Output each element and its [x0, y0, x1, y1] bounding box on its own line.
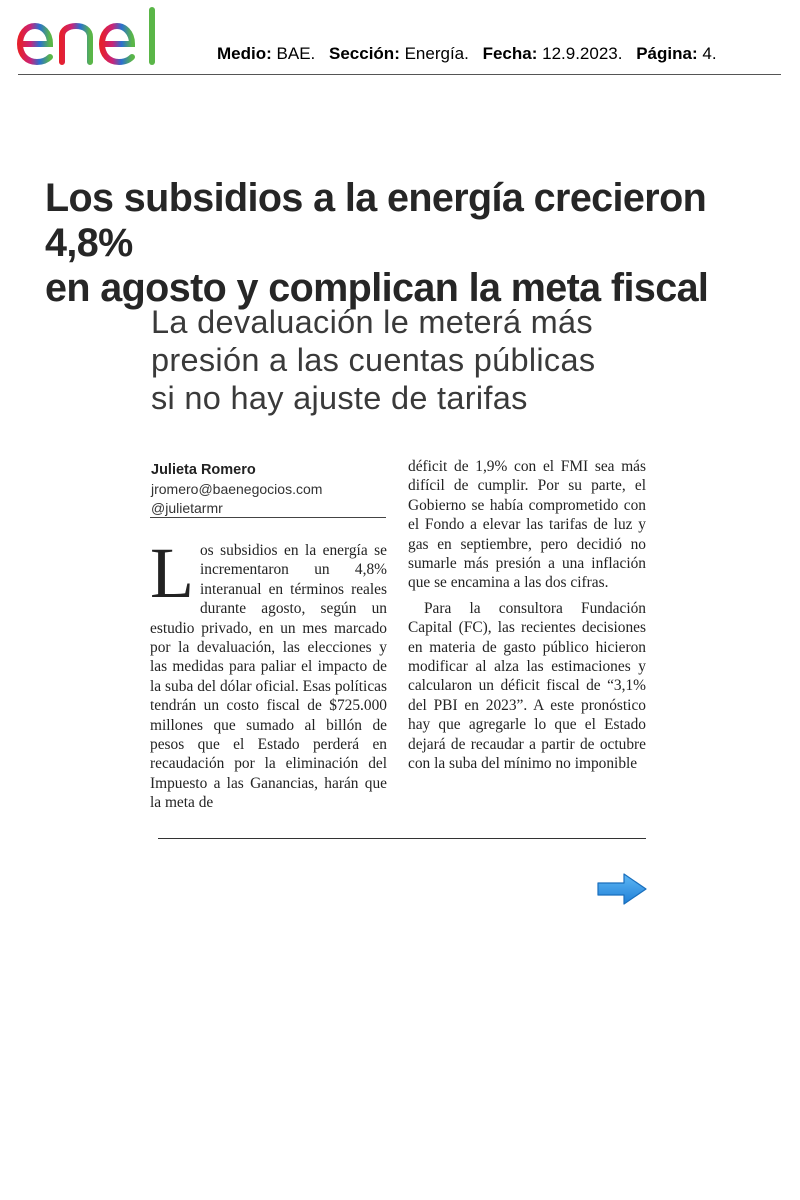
byline: [151, 461, 386, 518]
author-name: Julieta Romero: [151, 462, 256, 478]
seccion-value: Energía.: [404, 44, 469, 63]
clipping-header: [0, 0, 800, 80]
author-email: jromero@baenegocios.com: [151, 481, 323, 497]
medio-label: Medio:: [217, 44, 272, 63]
paragraph: Para la consultora Fundación Capital (FC), las recientes decisiones en materia de gasto público hicieron modificar al alza las estimaciones y calcularon un déficit fiscal de “3,1% del PBI en 2023”. A este pronóstico hay que agregarle lo que el Estado dejará de recaudar a partir de octubre con la suba del mínimo no imponible: [408, 599, 646, 773]
article-column-1: [150, 533, 387, 813]
header-divider: [18, 74, 781, 75]
pagina-label: Página:: [636, 44, 698, 63]
article-headline: [45, 176, 780, 311]
pagina-value: 4.: [702, 44, 717, 63]
fecha-label: Fecha:: [482, 44, 538, 63]
paragraph-text: os subsidios en la energía se incrementaron un 4,8% interanual en términos reales durante agosto, según un estudio privado, en un mes marcado por la devaluación, las elecciones y las medidas para paliar el impacto de la suba del dólar oficial. Esas políticas tendrán un costo fiscal de $725.000 millones que sumado al billón de pesos que el Estado perderá en recaudación por la eliminación del Impuesto a las Ganancias, harán que la meta de: [150, 542, 387, 812]
subhead-line-3: si no hay ajuste de tarifas: [151, 380, 528, 416]
fecha-value: 12.9.2023.: [542, 44, 623, 63]
byline-divider: [150, 517, 386, 518]
clipping-meta: [217, 44, 717, 64]
article-subheadline: [151, 303, 651, 417]
paragraph: déficit de 1,9% con el FMI sea más difícil de cumplir. Por su parte, el Gobierno se había comprometido con el Fondo a elevar las tarifas de luz y gas en septiembre, pero decidió no sumarle más presión a una inflación que se encamina a las dos cifras.: [408, 458, 646, 592]
headline-line-2: en agosto y complican la meta fiscal: [45, 266, 709, 310]
paragraph: [150, 533, 387, 813]
seccion-label: Sección:: [329, 44, 400, 63]
subhead-line-1: La devaluación le meterá más: [151, 304, 593, 340]
enel-logo: [14, 4, 182, 70]
arrow-right-icon[interactable]: [596, 872, 648, 906]
medio-value: BAE.: [276, 44, 316, 63]
author-handle: @julietarmr: [151, 500, 223, 516]
drop-cap: L: [150, 533, 194, 613]
subhead-line-2: presión a las cuentas públicas: [151, 342, 596, 378]
headline-line-1: Los subsidios a la energía crecieron 4,8%: [45, 176, 707, 265]
article-end-divider: [158, 838, 646, 839]
article-column-2: [408, 457, 646, 774]
